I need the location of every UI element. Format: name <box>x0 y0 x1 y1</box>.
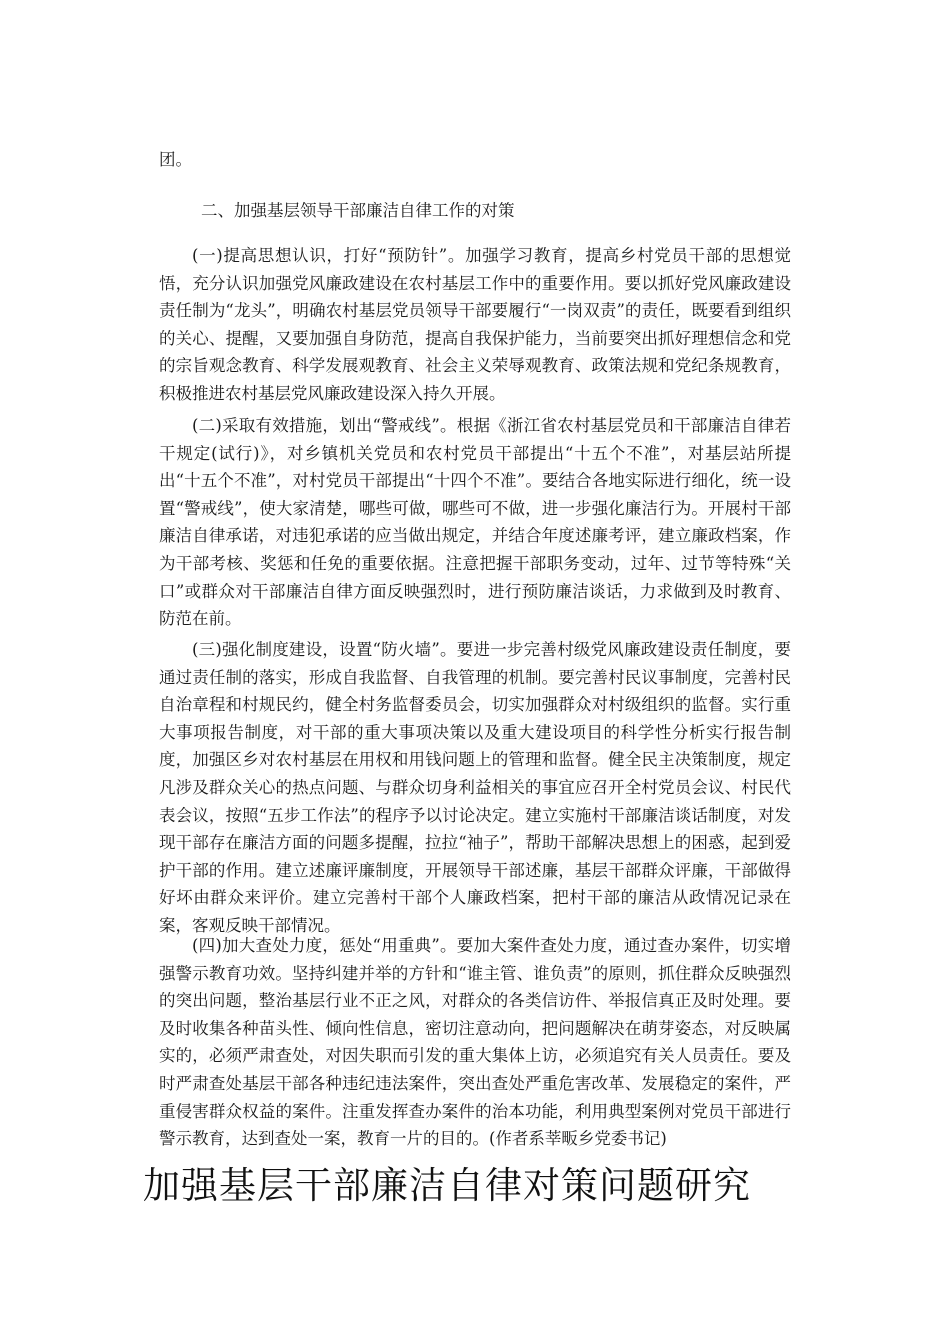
fragment-text: 团。 <box>159 150 192 169</box>
paragraph-4: (四)加大查处力度，惩处“用重典”。要加大案件查处力度，通过查办案件，切实增强警示教育功效。坚持纠建并举的方针和“谁主管、谁负责”的原则，抓住群众反映强烈的突出问题，整治基层行业不正之风，对群众的各类信访件、举报信真正及时处理。要及时收集各种苗头性、倾向性信息，密切注意动向，把问题解决在萌芽姿态，对反映属实的，必须严肃查处，对因失职而引发的重大集体上访，必须追究有关人员责任。要及时严肃查处基层干部各种违纪违法案件，突出查处严重危害改革、发展稳定的案件，严重侵害群众权益的案件。注重发挥查办案件的治本功能，利用典型案例对党员干部进行警示教育，达到查处一案，教育一片的目的。(作者系莘畈乡党委书记) <box>159 936 791 1149</box>
paragraph-2: (二)采取有效措施，划出“警戒线”。根据《浙江省农村基层党员和干部廉洁自律若干规定(试行)》，对乡镇机关党员和农村党员干部提出“十五个不准”，对基层站所提出“十五个不准”，对村党员干部提出“十四个不准”。要结合各地实际进行细化，统一设置“警戒线”，使大家清楚，哪些可做，哪些可不做，进一步强化廉洁行为。开展村干部廉洁自律承诺，对违犯承诺的应当做出规定，并结合年度述廉考评，建立廉政档案，作为干部考核、奖惩和任免的重要依据。注意把握干部职务变动，过年、过节等特殊“关口”或群众对干部廉洁自律方面反映强烈时，进行预防廉洁谈话，力求做到及时教育、防范在前。 <box>159 416 791 629</box>
document-title: 加强基层干部廉洁自律对策问题研究 <box>143 1164 751 1207</box>
paragraph-1: (一)提高思想认识，打好“预防针”。加强学习教育，提高乡村党员干部的思想觉悟，充分认识加强党风廉政建设在农村基层工作中的重要作用。要以抓好党风廉政建设责任制为“龙头”，明确农村基层党员领导干部要履行“一岗双责”的责任，既要看到组织的关心、提醒，又要加强自身防范，提高自我保护能力，当前要突出抓好理想信念和党的宗旨观念教育、科学发展观教育、社会主义荣辱观教育、政策法规和党纪条规教育，积极推进农村基层党风廉政建设深入持久开展。 <box>159 246 791 403</box>
section-heading: 二、加强基层领导干部廉洁自律工作的对策 <box>201 201 515 220</box>
paragraph-3: (三)强化制度建设，设置“防火墙”。要进一步完善村级党风廉政建设责任制度，要通过责任制的落实，形成自我监督、自我管理的机制。要完善村民议事制度，完善村民自治章程和村规民约，健全村务监督委员会，切实加强群众对村级组织的监督。实行重大事项报告制度，对干部的重大事项决策以及重大建设项目的科学性分析实行报告制度，加强区乡对农村基层在用权和用钱问题上的管理和监督。健全民主决策制度，规定凡涉及群众关心的热点问题、与群众切身利益相关的事宜应召开全村党员会议、村民代表会议，按照“五步工作法”的程序予以讨论决定。建立实施村干部廉洁谈话制度，对发现干部存在廉洁方面的问题多提醒，拉拉“袖子”，帮助干部解决思想上的困惑，起到爱护干部的作用。建立述廉评廉制度，开展领导干部述廉，基层干部群众评廉，干部做得好坏由群众来评价。建立完善村干部个人廉政档案，把村干部的廉洁从政情况记录在案，客观反映干部情况。 <box>159 640 791 935</box>
